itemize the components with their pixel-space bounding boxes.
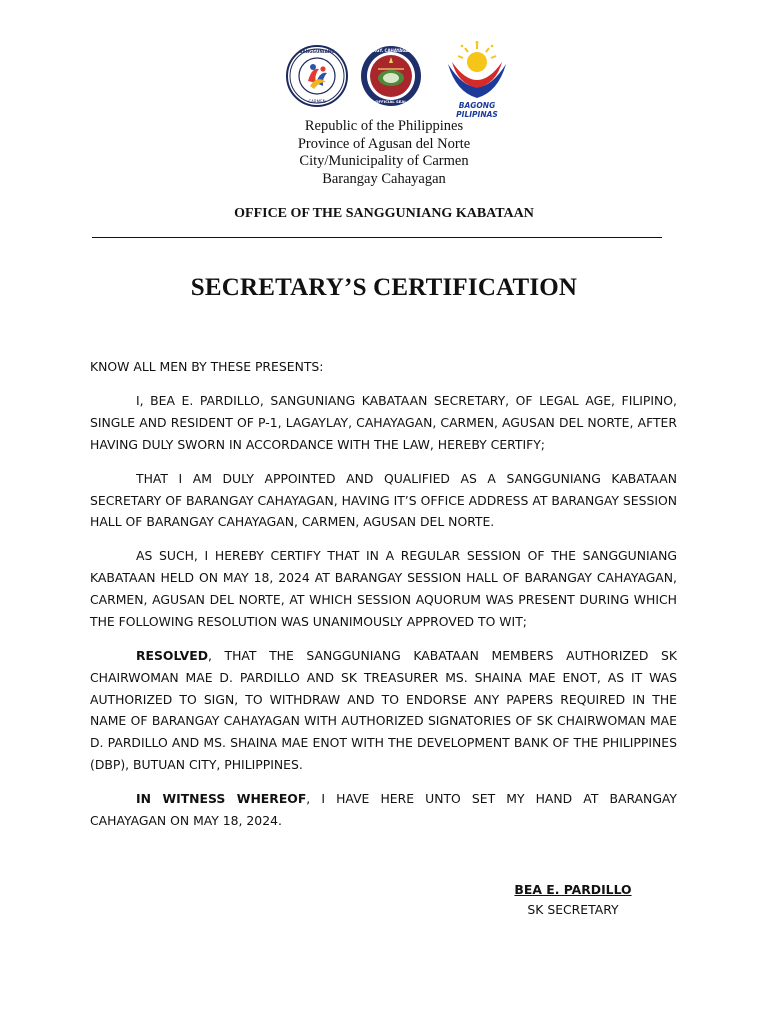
resolution-text: , THAT THE SANGGUNIANG KABATAAN MEMBERS AUTHORIZED SK CHAIRWOMAN MAE D. PARDILLO AND SK TREASURER MS. SHAINA MAE ENOT, AS IT WAS AUTHORIZED TO SIGN, TO WITHDRAW AND TO ENDORSE ANY PAPERS REQUIRED IN THE NAME OF BARANGAY CAHAYAGAN WITH AUTHORIZED SIGNATORIES OF SK CHAIRWOMAN MAE D. PARDILLO AND MS. SHAINA MAE ENOT WITH THE DEVELOPMENT BANK OF THE PHILIPPINES (DBP), BUTUAN CITY, PHILIPPINES. [90, 647, 677, 772]
signatory-position: SK SECRETARY [527, 901, 619, 917]
header-logos [0, 40, 768, 119]
bagong-pilipinas-text: BAGONG PILIPINAS [456, 101, 498, 119]
signatory-name: BEA E. PARDILLO [514, 882, 632, 897]
resolved-keyword: RESOLVED [136, 647, 208, 663]
paragraph-appointment: THAT I AM DULY APPOINTED AND QUALIFIED AS A SANGGUNIANG KABATAAN SECRETARY OF BARANGAY CAHAYAGAN, HAVING IT’S OFFICE ADDRESS AT BARANGAY SESSION HALL OF BARANGAY CAHAYAGAN, CARMEN, AGUSAN DEL NORTE. [90, 470, 677, 530]
signature-block [505, 880, 641, 919]
svg-text:SANGGUNIANG: SANGGUNIANG [299, 49, 335, 54]
paragraph-identity: I, BEA E. PARDILLO, SANGUNIANG KABATAAN SECRETARY, OF LEGAL AGE, FILIPINO, SINGLE AND RESIDENT OF P-1, LAGAYLAY, CAHAYAGAN, CARMEN, AGUSAN DEL NORTE, AFTER HAVING DULY SWORN IN ACCORDANCE WITH THE LAW, HEREBY CERTIFY; [90, 393, 677, 452]
paragraph-session: AS SUCH, I HEREBY CERTIFY THAT IN A REGULAR SESSION OF THE SANGGUNIANG KABATAAN HELD ON MAY 18, 2024 AT BARANGAY SESSION HALL OF BARANGAY CAHAYAGAN, CARMEN, AGUSAN DEL NORTE, AT WHICH SESSION AQUORUM WAS PRESENT DURING WHICH THE FOLLOWING RESOLUTION WAS UNANIMOUSLY APPROVED TO WIT; [90, 548, 677, 629]
paragraph-resolution [90, 645, 677, 776]
barangay-cahayagan-seal-icon [356, 45, 426, 107]
letterhead-line-province: Province of Agusan del Norte [297, 135, 471, 152]
paragraph-witness [90, 788, 677, 832]
letterhead-line-barangay: Barangay Cahayagan [322, 170, 446, 187]
salutation: KNOW ALL MEN BY THESE PRESENTS: [90, 359, 324, 374]
office-name: OFFICE OF THE SANGGUNIANG KABATAAN [234, 206, 534, 221]
witness-text: , I HAVE HERE UNTO SET MY HAND AT BARANGAY CAHAYAGAN ON MAY 18, 2024. [90, 791, 677, 828]
svg-text:CARMEN: CARMEN [308, 99, 326, 104]
document-body [90, 356, 677, 844]
bagong-pilipinas-logo [438, 40, 516, 119]
sangguniang-kabataan-seal-icon [286, 45, 348, 107]
header-divider [92, 237, 662, 238]
document-title: SECRETARY’S CERTIFICATION [190, 274, 578, 301]
letterhead [0, 118, 768, 188]
letterhead-line-municipality: City/Municipality of Carmen [299, 153, 469, 169]
svg-text:BRGY. CAHAYAGAN: BRGY. CAHAYAGAN [370, 48, 412, 53]
svg-text:OFFICIAL SEAL: OFFICIAL SEAL [375, 99, 407, 104]
letterhead-line-country: Republic of the Philippines [304, 118, 464, 134]
witness-keyword: IN WITNESS WHEREOF [136, 791, 307, 807]
